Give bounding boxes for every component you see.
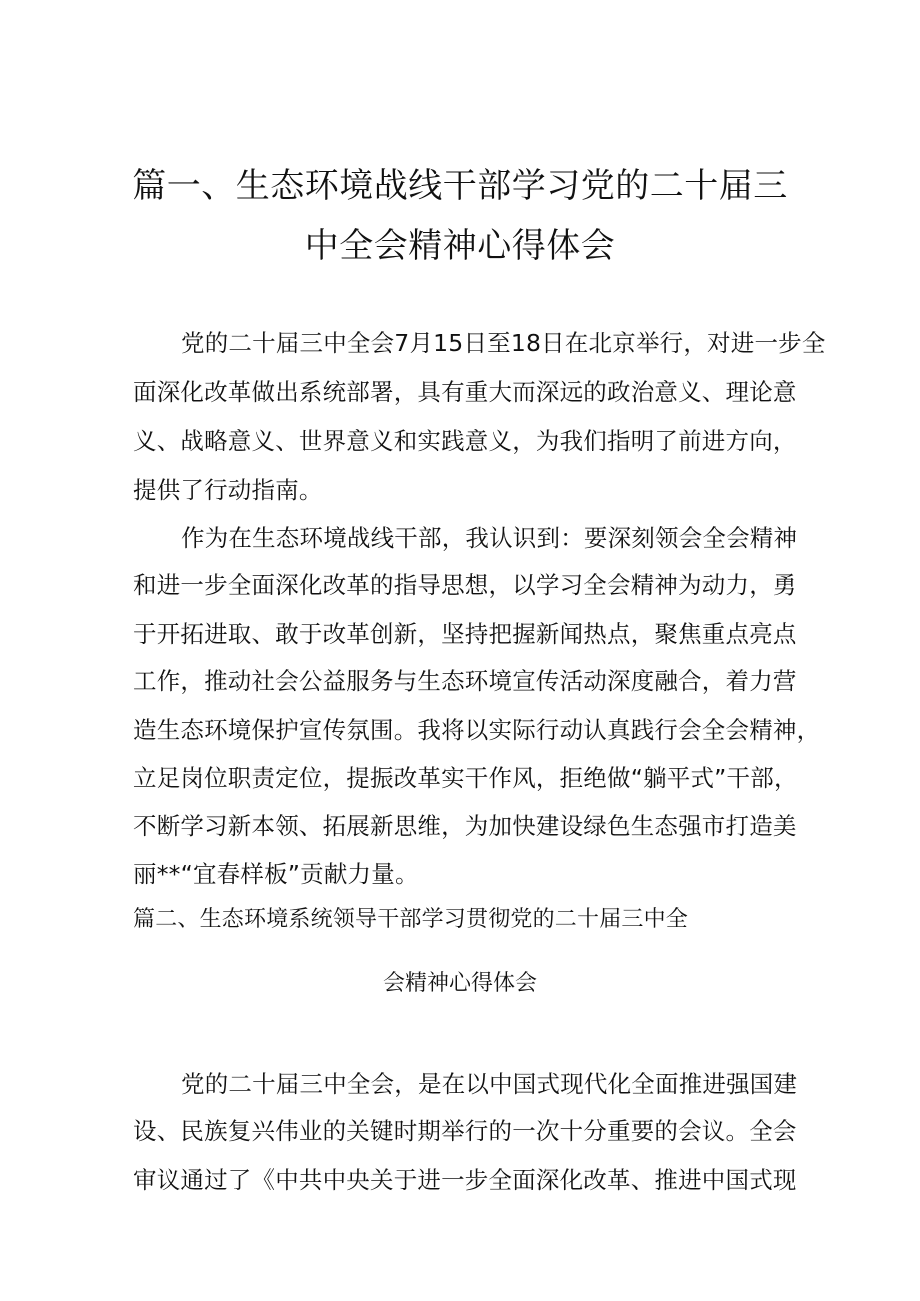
article1-p2-line-5: 造生态环境保护宣传氛围。我将以实际行动认真践行会全会精神，	[133, 716, 821, 744]
article1-p2-line-8: 丽**“宜春样板”贡献力量。	[133, 860, 419, 888]
article1-p2-line-2: 和进一步全面深化改革的指导思想，以学习全会精神为动力，勇	[133, 571, 797, 599]
article2-p1-line-3: 审议通过了《中共中央关于进一步全面深化改革、推进中国式现	[133, 1166, 797, 1194]
article1-p2-line-1: 作为在生态环境战线干部，我认识到：要深刻领会全会精神	[181, 524, 798, 552]
article2-p1-line-2: 设、民族复兴伟业的关键时期举行的一次十分重要的会议。全会	[133, 1117, 797, 1145]
article1-p2-line-4: 工作，推动社会公益服务与生态环境宣传活动深度融合，着力营	[133, 667, 797, 695]
article1-p1-line-4: 提供了行动指南。	[133, 476, 323, 504]
article1-p1-line-1: 党的二十届三中全会7月15日至18日在北京举行，对进一步全	[181, 329, 826, 357]
article1-p2-line-7: 不断学习新本领、拓展新思维，为加快建设绿色生态强市打造美	[133, 812, 797, 840]
article1-p2-line-3: 于开拓进取、敢于改革创新，坚持把握新闻热点，聚焦重点亮点	[133, 620, 797, 648]
article1-p1-line-3: 义、战略意义、世界意义和实践意义，为我们指明了前进方向，	[133, 427, 797, 455]
article2-title-line-2: 会精神心得体会	[382, 971, 537, 996]
article1-title-line-2: 中全会精神心得体会	[304, 226, 616, 266]
article1-p1-line-2: 面深化改革做出系统部署，具有重大而深远的政治意义、理论意	[133, 378, 797, 406]
article1-title-line-1: 篇一、生态环境战线干部学习党的二十届三	[132, 166, 788, 206]
article1-p2-line-6: 立足岗位职责定位，提振改革实干作风，拒绝做“躺平式”干部，	[133, 764, 798, 792]
article2-p1-line-1: 党的二十届三中全会，是在以中国式现代化全面推进强国建	[181, 1070, 798, 1098]
article2-title-line-1: 篇二、生态环境系统领导干部学习贯彻党的二十届三中全	[133, 907, 689, 932]
